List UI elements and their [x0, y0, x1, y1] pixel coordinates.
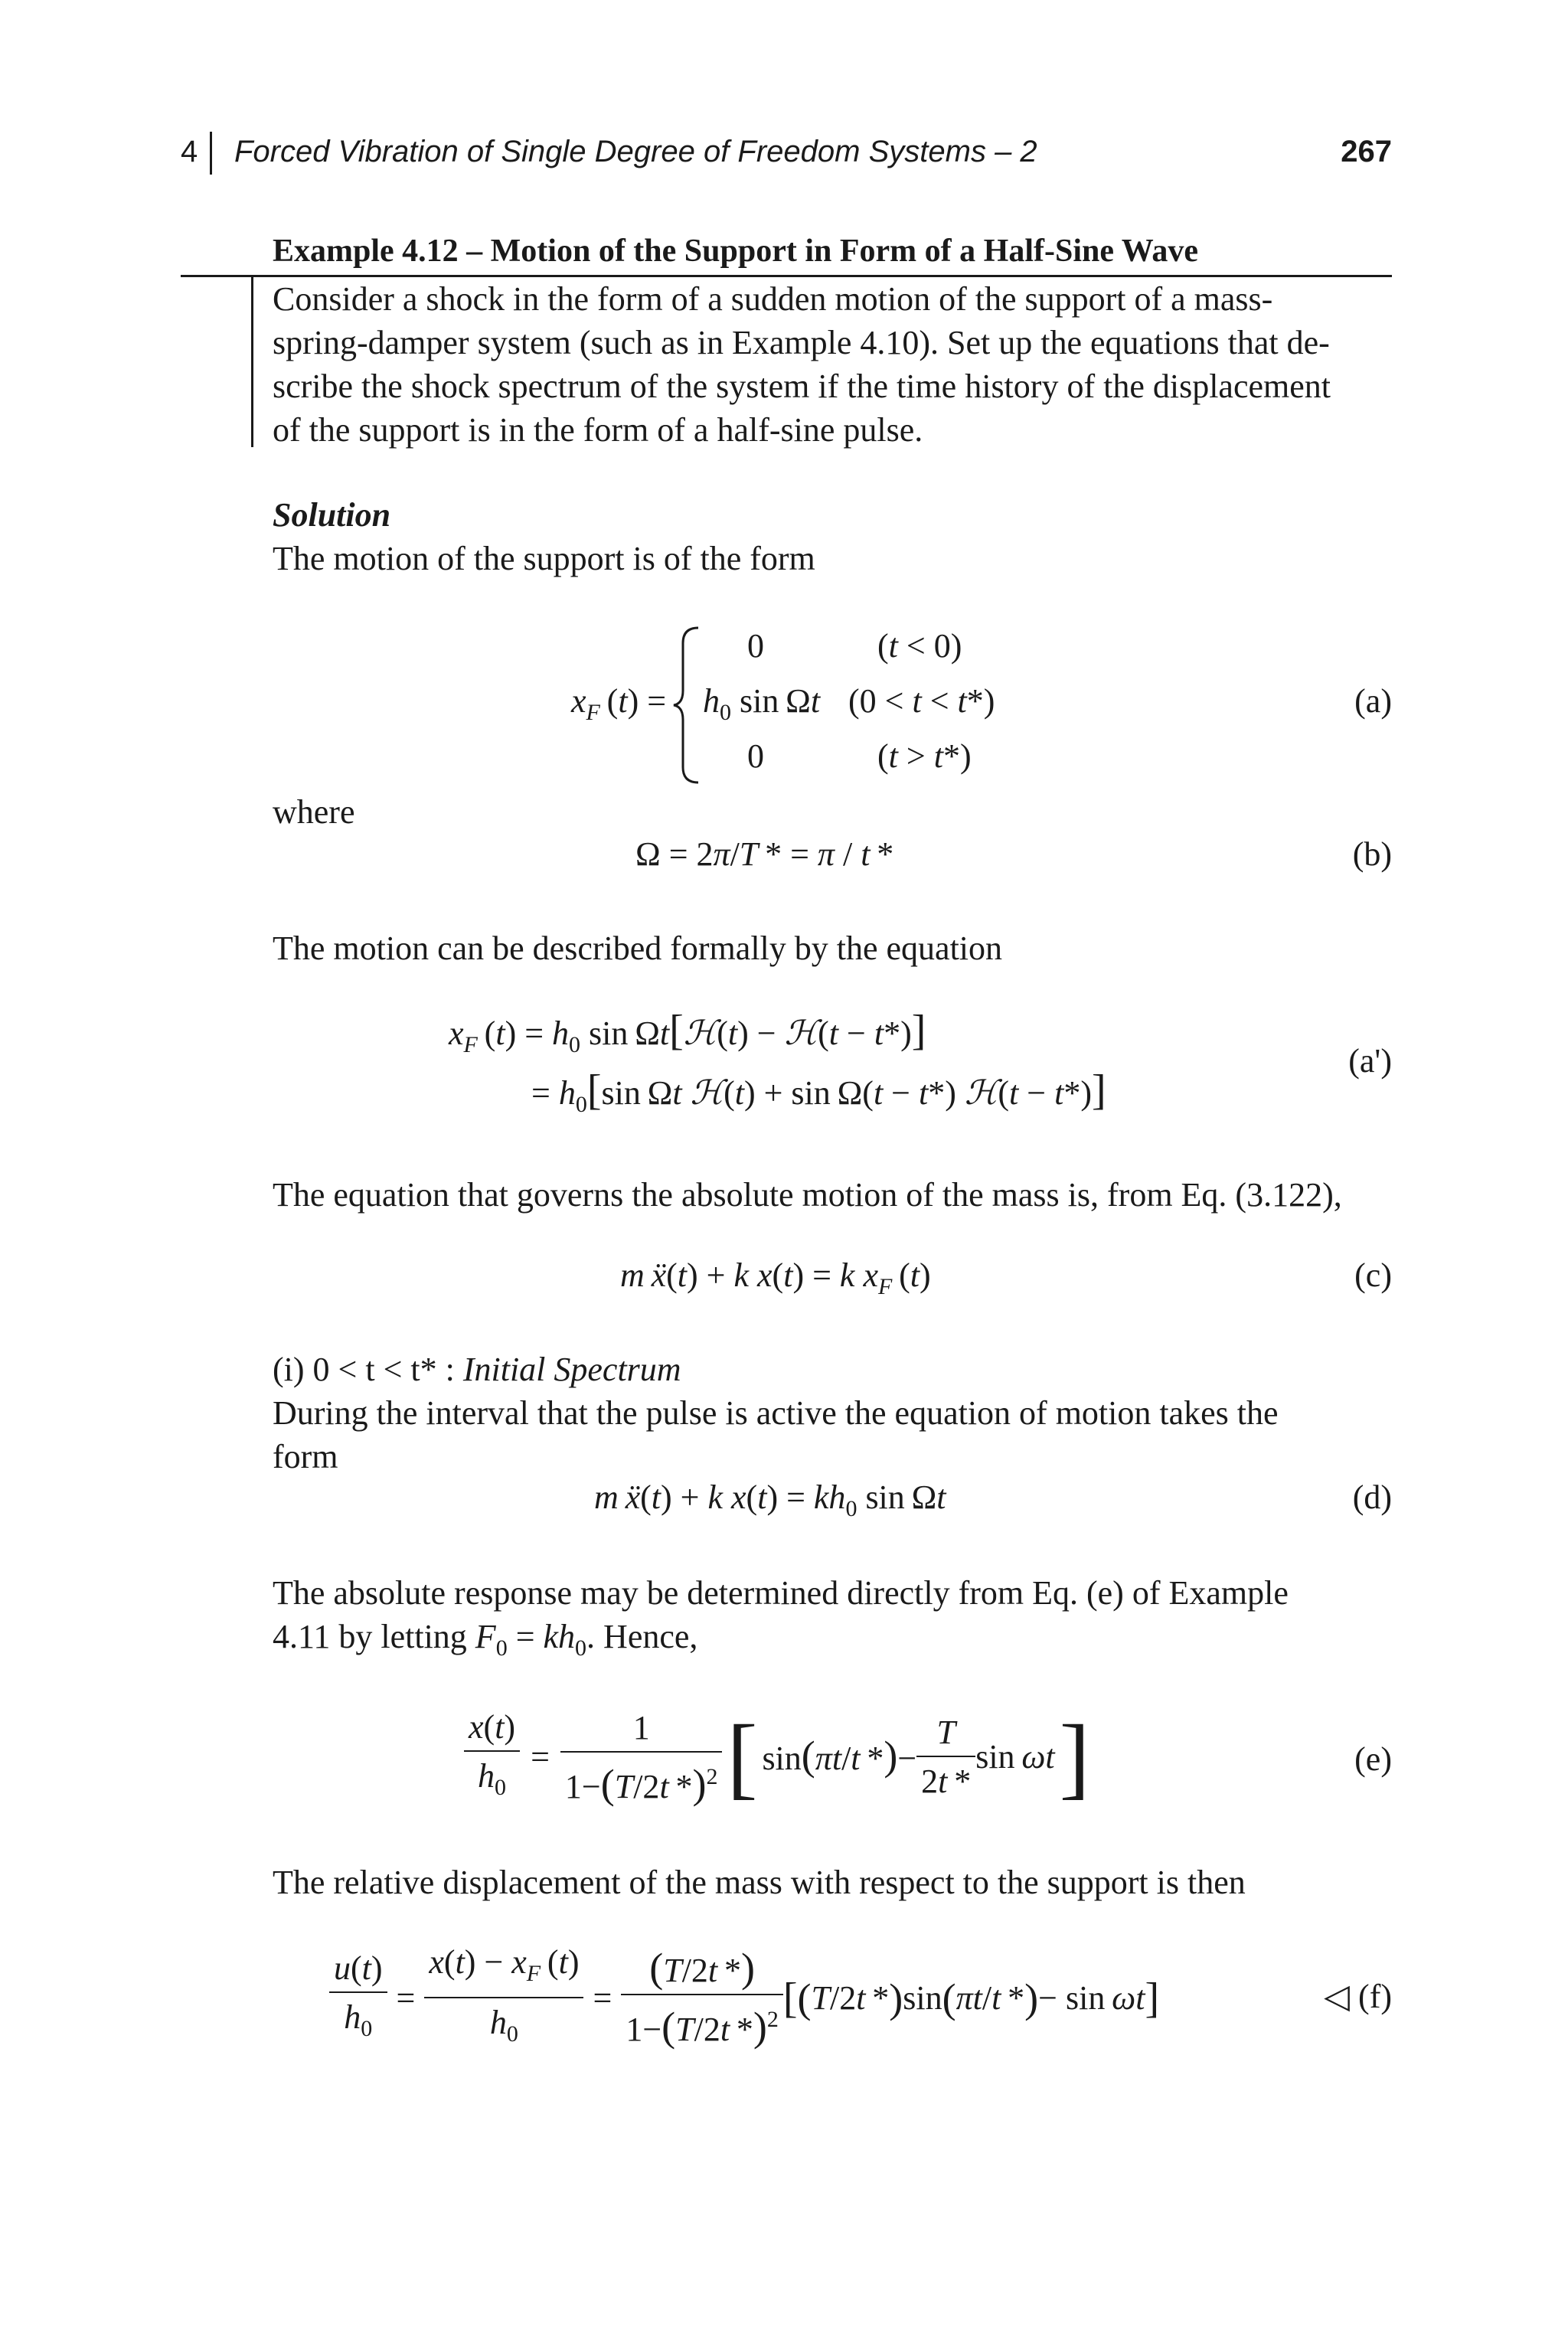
eq-f-u-frac: $\frac{u(t)}{h_0}$: [329, 1949, 387, 2049]
equation-c: [273, 1256, 1392, 1302]
paragraph-interval: [273, 1391, 1392, 1478]
eq-c-body: m ẍ(t) + k x(t) = k $x_F$ (t): [620, 1256, 931, 1299]
eq-f-x-frac: $\frac{x(t) - x_F (t)}{h_0}$: [424, 1942, 583, 2054]
eq-a-case-3: 0: [747, 737, 764, 775]
chapter-number: 4: [181, 135, 198, 168]
paragraph-absolute: [273, 1571, 1392, 1670]
eq-b-label: (b): [1352, 835, 1392, 873]
statement-line: scribe the shock spectrum of the system if the time history of the displacement: [273, 368, 1331, 405]
eq-a-brace: [672, 625, 703, 786]
interval-line: form: [273, 1438, 338, 1475]
header-divider: [210, 132, 212, 175]
eq-f-label: ◁ (f): [1324, 1978, 1392, 2015]
eq-a-prime-line1: $x_F$ $(t) = h_0$ sin Ωt[ℋ(t) − ℋ(t − t*)]: [449, 1007, 926, 1057]
equation-e: [273, 1700, 1392, 1815]
eq-e-body: $\frac{x(t)}{h_0}$ = $\frac{1}{1-(T/2t *)^2}$ [ sin(πt/t *)− $\frac{T}{2t *}$ sin ωt ]: [464, 1700, 1090, 1815]
eq-e-lhs-frac: $\frac{x(t)}{h_0}$: [464, 1707, 520, 1808]
case-i-title: Initial Spectrum: [462, 1351, 681, 1388]
paragraph-governing: The equation that governs the absolute motion of the mass is, from Eq. (3.122),: [273, 1176, 1342, 1214]
eq-e-label: (e): [1354, 1740, 1392, 1778]
paragraph-formal: The motion can be described formally by the equation: [273, 929, 1003, 967]
eq-d-label: (d): [1352, 1478, 1392, 1516]
equation-a-prime: [273, 1007, 1392, 1126]
eq-d-body: m ẍ(t) + k $x(t) = kh_0$ sin Ωt: [594, 1478, 946, 1521]
example-heading: Example 4.12 – Motion of the Support in Form of a Half-Sine Wave: [273, 234, 1199, 269]
eq-a-lhs: $x_F$ (t) =: [571, 682, 667, 725]
eq-a-case-2: $h_0$ sin Ωt: [703, 682, 821, 725]
eq-c-label: (c): [1354, 1256, 1392, 1294]
statement-line: Consider a shock in the form of a sudden motion of the support of a mass-: [273, 280, 1273, 318]
statement-line: of the support is in the form of a half-sine pulse.: [273, 411, 923, 449]
statement-bar: [251, 277, 253, 447]
eq-a-cond-3: (t > t*): [877, 737, 972, 775]
eq-a-prime-line2: = $h_0[\sin$ Ωt ℋ(t) + sin Ω(t − t*) ℋ(t − t*)]: [531, 1067, 1106, 1117]
absolute-line-2a: 4.11 by letting: [273, 1618, 475, 1655]
case-i-heading: [273, 1348, 681, 1391]
problem-statement: [273, 277, 1392, 452]
eq-a-case-1: 0: [747, 627, 764, 665]
equation-f: [273, 1937, 1392, 2060]
absolute-line-2b: . Hence,: [586, 1618, 698, 1655]
case-i-prefix: (i) 0 < t < t* :: [273, 1351, 455, 1388]
absolute-line-1: The absolute response may be determined directly from Eq. (e) of Example: [273, 1574, 1289, 1612]
absolute-line-2: 4.11 by letting $F_0 = kh_0$. Hence,: [273, 1618, 698, 1661]
solution-intro: The motion of the support is of the form: [273, 540, 815, 577]
equation-a: [273, 620, 1392, 789]
chapter-title: Forced Vibration of Single Degree of Freedom Systems – 2: [234, 135, 1037, 168]
eq-a-cond-2: (0 < t < t*): [848, 682, 995, 720]
running-header: [181, 135, 1392, 181]
page-number: 267: [1341, 135, 1392, 168]
where-text: where: [273, 793, 355, 831]
interval-line: During the interval that the pulse is active the equation of motion takes the: [273, 1394, 1279, 1432]
eq-b-body: Ω = 2π/T * = π / t *: [635, 835, 894, 873]
equation-b: [273, 835, 1392, 880]
eq-a-cond-1: (t < 0): [877, 627, 962, 665]
eq-a-label: (a): [1354, 682, 1392, 720]
eq-e-coef-frac: $\frac{1}{1-(T/2t *)^2}$: [560, 1708, 723, 1807]
equation-d: [273, 1478, 1392, 1524]
eq-f-body: $\frac{u(t)}{h_0}$ = $\frac{x(t) - x_F (t)}{h_0}$ = $\frac{(T/2t *)}{1-(T/2t *)^2}$ [ ( T /2 t * ) sin ( πt / t * ) − sin ωt ]: [329, 1937, 1159, 2060]
statement-line: spring-damper system (such as in Example 4.10). Set up the equations that de-: [273, 324, 1330, 361]
solution-heading: Solution: [273, 496, 391, 534]
paragraph-relative: The relative displacement of the mass with respect to the support is then: [273, 1864, 1246, 1901]
eq-e-t-frac: $\frac{T}{2t *}$: [916, 1713, 975, 1802]
eq-a-prime-label: (a'): [1348, 1042, 1392, 1080]
eq-f-coef-frac: $\frac{(T/2t *)}{1-(T/2t *)^2}$: [621, 1948, 783, 2050]
